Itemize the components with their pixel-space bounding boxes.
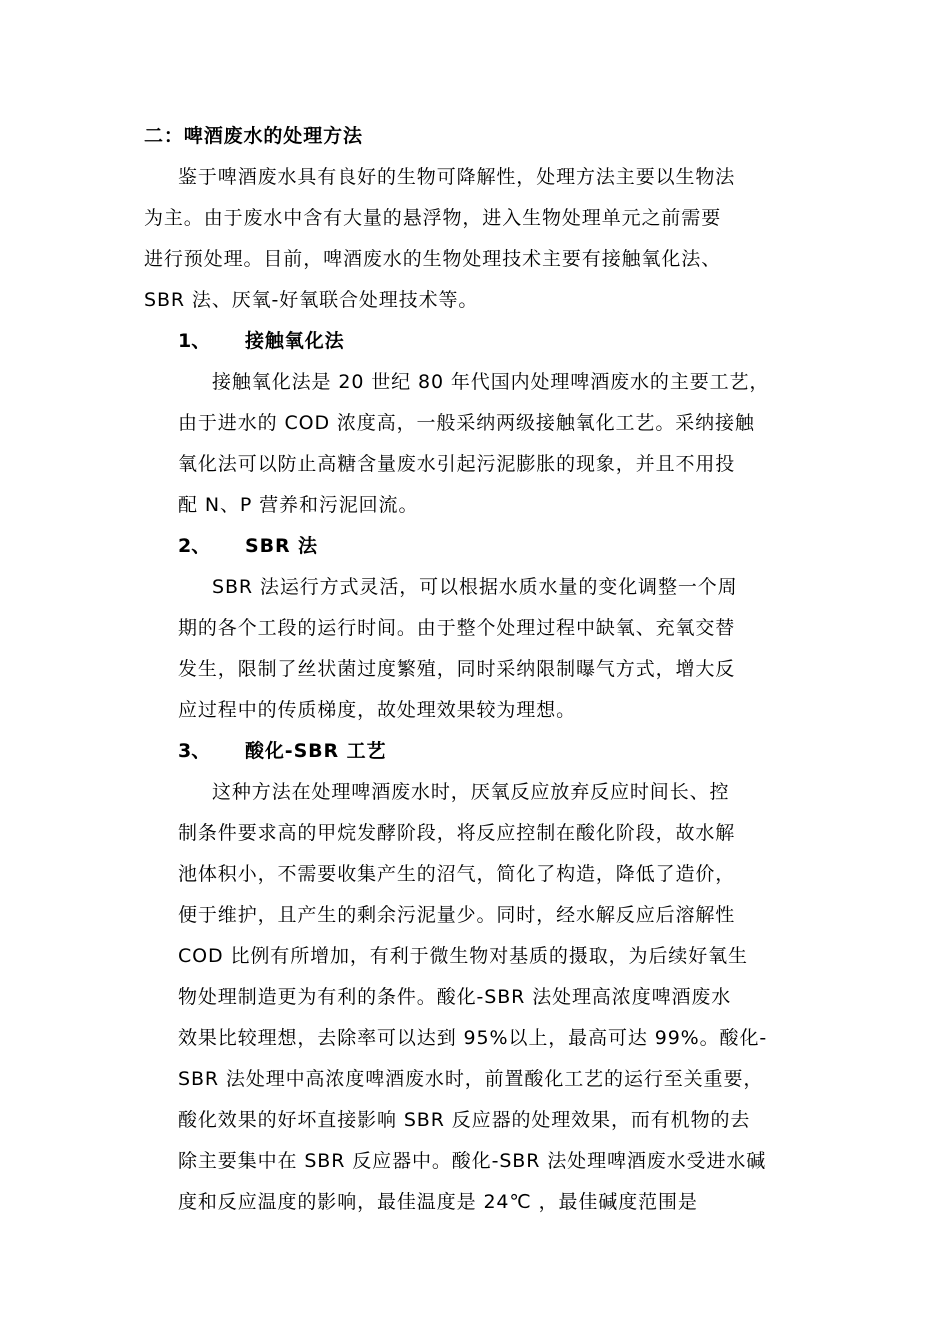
section-3-line-11: 度和反应温度的影响，最佳温度是 24℃ ，最佳碱度范围是 (178, 1191, 698, 1213)
section-3-line-8: SBR 法处理中高浓度啤酒废水时，前置酸化工艺的运行至关重要， (178, 1068, 764, 1090)
section-3-number: 3、 (178, 740, 211, 762)
section-2-line-2: 期的各个工段的运行时间。由于整个处理过程中缺氧、充氧交替 (178, 617, 736, 639)
section-1-line-3: 氧化法可以防止高糖含量废水引起污泥膨胀的现象，并且不用投 (178, 453, 736, 475)
section-3-line-7: 效果比较理想，去除率可以达到 95%以上，最高可达 99%。酸化- (178, 1027, 768, 1049)
section-1-line-4: 配 N、P 营养和污泥回流。 (178, 494, 419, 516)
section-2-line-3: 发生，限制了丝状菌过度繁殖，同时采纳限制曝气方式，增大反 (178, 658, 736, 680)
section-3-line-10: 除主要集中在 SBR 反应器中。酸化-SBR 法处理啤酒废水受进水碱 (178, 1150, 767, 1172)
section-3-line-2: 制条件要求高的甲烷发酵阶段，将反应控制在酸化阶段，故水解 (178, 822, 736, 844)
section-heading: 二：啤酒废水的处理方法 (144, 125, 363, 147)
section-1-line-1: 接触氧化法是 20 世纪 80 年代国内处理啤酒废水的主要工艺， (212, 371, 770, 393)
section-1-line-2: 由于进水的 COD 浓度高，一般采纳两级接触氧化工艺。采纳接触 (178, 412, 755, 434)
section-1-number: 1、 (178, 330, 211, 352)
intro-line-3: 进行预处理。目前，啤酒废水的生物处理技术主要有接触氧化法、 (144, 248, 722, 270)
section-3-title: 酸化-SBR 工艺 (245, 740, 387, 762)
intro-line-4: SBR 法、厌氧-好氧联合处理技术等。 (144, 289, 479, 311)
section-1-title: 接触氧化法 (245, 330, 345, 352)
section-3-line-4: 便于维护，且产生的剩余污泥量少。同时，经水解反应后溶解性 (178, 904, 736, 926)
section-2-number: 2、 (178, 535, 211, 557)
section-3-line-1: 这种方法在处理啤酒废水时，厌氧反应放弃反应时间长、控 (212, 781, 730, 803)
section-3-line-6: 物处理制造更为有利的条件。酸化-SBR 法处理高浓度啤酒废水 (178, 986, 732, 1008)
section-2-line-1: SBR 法运行方式灵活，可以根据水质水量的变化调整一个周 (212, 576, 738, 598)
section-3-line-3: 池体积小，不需要收集产生的沼气，简化了构造，降低了造价， (178, 863, 736, 885)
intro-line-1: 鉴于啤酒废水具有良好的生物可降解性，处理方法主要以生物法 (178, 166, 736, 188)
section-2-title: SBR 法 (245, 535, 318, 557)
section-2-line-4: 应过程中的传质梯度，故处理效果较为理想。 (178, 699, 577, 721)
section-3-line-9: 酸化效果的好坏直接影响 SBR 反应器的处理效果，而有机物的去 (178, 1109, 751, 1131)
section-3-line-5: COD 比例有所增加，有利于微生物对基质的摄取，为后续好氧生 (178, 945, 748, 967)
intro-line-2: 为主。由于废水中含有大量的悬浮物，进入生物处理单元之前需要 (144, 207, 722, 229)
